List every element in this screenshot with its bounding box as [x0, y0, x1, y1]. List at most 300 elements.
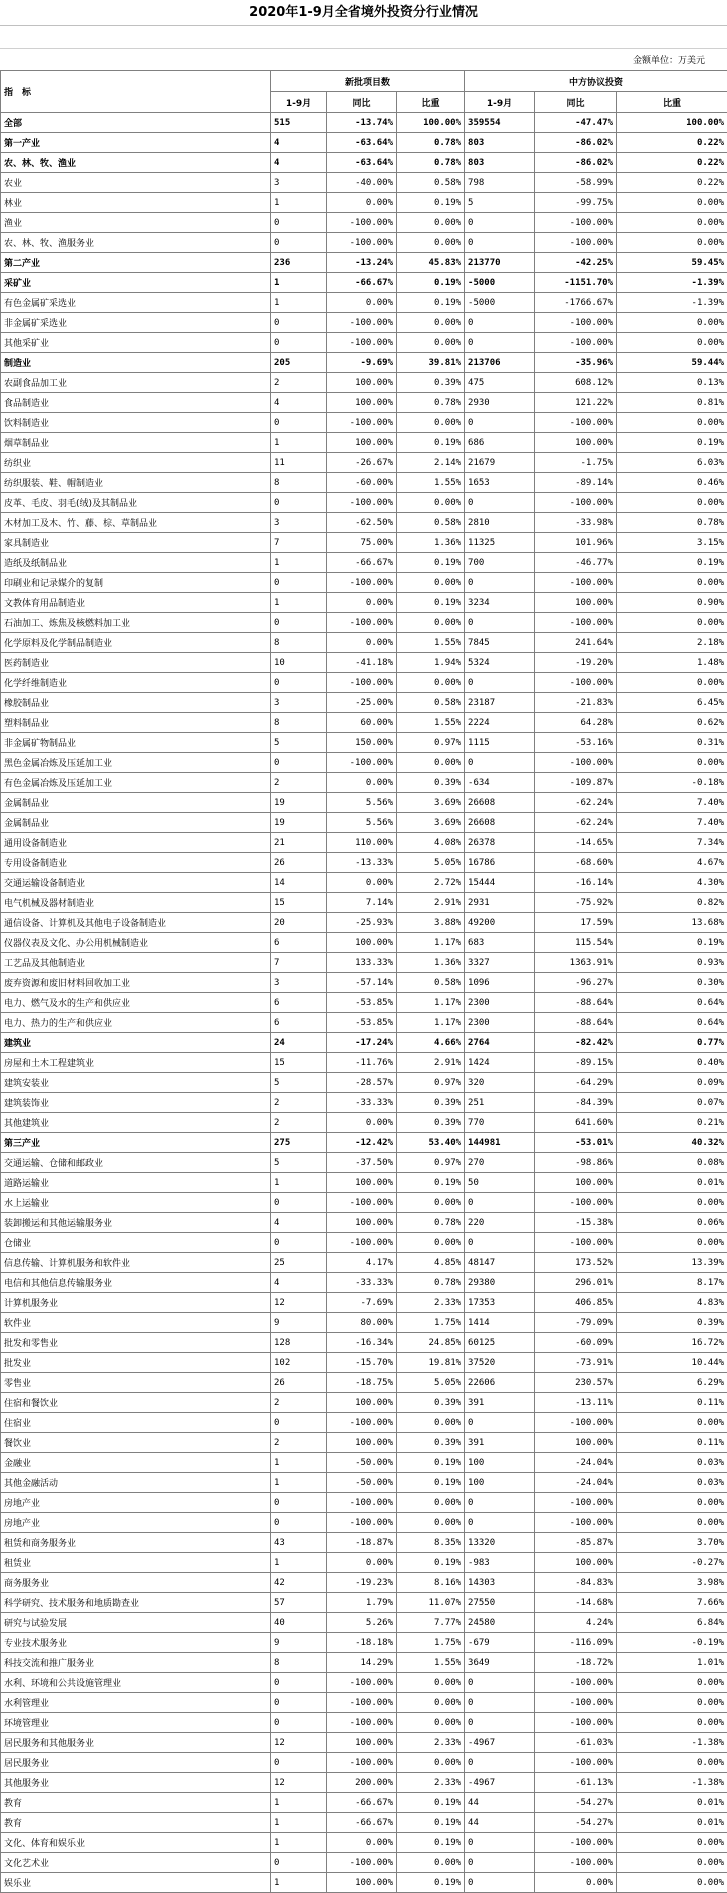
- cell-investment-yoy[interactable]: -79.09%: [535, 1313, 617, 1333]
- cell-investment-share[interactable]: 0.03%: [617, 1453, 727, 1473]
- cell-project-count[interactable]: 2: [271, 773, 327, 793]
- cell-investment-yoy[interactable]: -61.03%: [535, 1733, 617, 1753]
- cell-investment-amount[interactable]: 26608: [465, 813, 535, 833]
- cell-investment-yoy[interactable]: 115.54%: [535, 933, 617, 953]
- cell-investment-amount[interactable]: 475: [465, 373, 535, 393]
- cell-investment-yoy[interactable]: -47.47%: [535, 113, 617, 133]
- cell-investment-yoy[interactable]: 406.85%: [535, 1293, 617, 1313]
- cell-project-yoy[interactable]: -13.74%: [327, 113, 397, 133]
- cell-investment-amount[interactable]: 37520: [465, 1353, 535, 1373]
- cell-project-yoy[interactable]: -100.00%: [327, 493, 397, 513]
- cell-project-share[interactable]: 0.00%: [397, 573, 465, 593]
- cell-project-yoy[interactable]: -100.00%: [327, 1853, 397, 1873]
- cell-investment-share[interactable]: -1.38%: [617, 1773, 727, 1793]
- cell-investment-amount[interactable]: 213706: [465, 353, 535, 373]
- cell-investment-share[interactable]: 10.44%: [617, 1353, 727, 1373]
- cell-project-yoy[interactable]: 0.00%: [327, 593, 397, 613]
- cell-indicator[interactable]: 食品制造业: [1, 393, 271, 413]
- cell-investment-share[interactable]: 0.77%: [617, 1033, 727, 1053]
- cell-project-count[interactable]: 1: [271, 593, 327, 613]
- cell-project-count[interactable]: 10: [271, 653, 327, 673]
- cell-project-yoy[interactable]: -50.00%: [327, 1453, 397, 1473]
- cell-project-count[interactable]: 1: [271, 193, 327, 213]
- cell-indicator[interactable]: 木材加工及木、竹、藤、棕、草制品业: [1, 513, 271, 533]
- cell-project-share[interactable]: 0.00%: [397, 213, 465, 233]
- cell-project-share[interactable]: 2.33%: [397, 1773, 465, 1793]
- cell-project-count[interactable]: 5: [271, 733, 327, 753]
- cell-investment-amount[interactable]: -4967: [465, 1773, 535, 1793]
- cell-investment-amount[interactable]: 0: [465, 753, 535, 773]
- cell-investment-share[interactable]: 6.84%: [617, 1613, 727, 1633]
- cell-investment-yoy[interactable]: -33.98%: [535, 513, 617, 533]
- cell-investment-share[interactable]: 100.00%: [617, 113, 727, 133]
- cell-investment-amount[interactable]: 2224: [465, 713, 535, 733]
- cell-investment-yoy[interactable]: -82.42%: [535, 1033, 617, 1053]
- cell-project-yoy[interactable]: 1.79%: [327, 1593, 397, 1613]
- cell-project-count[interactable]: 8: [271, 1653, 327, 1673]
- cell-investment-share[interactable]: 0.00%: [617, 1873, 727, 1893]
- cell-project-yoy[interactable]: -25.00%: [327, 693, 397, 713]
- cell-project-yoy[interactable]: 100.00%: [327, 1213, 397, 1233]
- cell-indicator[interactable]: 有色金属冶炼及压延加工业: [1, 773, 271, 793]
- cell-investment-yoy[interactable]: -13.11%: [535, 1393, 617, 1413]
- cell-project-share[interactable]: 0.39%: [397, 773, 465, 793]
- cell-project-share[interactable]: 0.19%: [397, 433, 465, 453]
- cell-investment-yoy[interactable]: -99.75%: [535, 193, 617, 213]
- cell-investment-amount[interactable]: 0: [465, 1233, 535, 1253]
- cell-project-yoy[interactable]: -11.76%: [327, 1053, 397, 1073]
- cell-project-yoy[interactable]: 0.00%: [327, 873, 397, 893]
- cell-investment-yoy[interactable]: -100.00%: [535, 1673, 617, 1693]
- cell-project-share[interactable]: 1.55%: [397, 633, 465, 653]
- cell-indicator[interactable]: 农、林、牧、渔业: [1, 153, 271, 173]
- cell-project-count[interactable]: 26: [271, 853, 327, 873]
- cell-investment-amount[interactable]: 0: [465, 673, 535, 693]
- cell-investment-share[interactable]: 0.00%: [617, 213, 727, 233]
- cell-project-share[interactable]: 4.08%: [397, 833, 465, 853]
- cell-project-yoy[interactable]: -13.24%: [327, 253, 397, 273]
- cell-investment-share[interactable]: 0.00%: [617, 1513, 727, 1533]
- cell-indicator[interactable]: 第三产业: [1, 1133, 271, 1153]
- cell-investment-yoy[interactable]: -68.60%: [535, 853, 617, 873]
- cell-project-yoy[interactable]: 0.00%: [327, 633, 397, 653]
- cell-investment-amount[interactable]: -634: [465, 773, 535, 793]
- cell-project-yoy[interactable]: -33.33%: [327, 1273, 397, 1293]
- cell-project-count[interactable]: 128: [271, 1333, 327, 1353]
- cell-project-count[interactable]: 0: [271, 213, 327, 233]
- cell-investment-yoy[interactable]: -84.39%: [535, 1093, 617, 1113]
- cell-project-count[interactable]: 3: [271, 693, 327, 713]
- cell-project-share[interactable]: 3.88%: [397, 913, 465, 933]
- cell-investment-yoy[interactable]: 230.57%: [535, 1373, 617, 1393]
- cell-investment-amount[interactable]: -5000: [465, 273, 535, 293]
- cell-project-yoy[interactable]: -66.67%: [327, 1793, 397, 1813]
- cell-project-share[interactable]: 0.58%: [397, 173, 465, 193]
- cell-indicator[interactable]: 农业: [1, 173, 271, 193]
- cell-investment-share[interactable]: 0.19%: [617, 433, 727, 453]
- cell-indicator[interactable]: 纺织服装、鞋、帽制造业: [1, 473, 271, 493]
- cell-investment-yoy[interactable]: 100.00%: [535, 1173, 617, 1193]
- cell-indicator[interactable]: 塑料制品业: [1, 713, 271, 733]
- cell-investment-share[interactable]: 0.01%: [617, 1173, 727, 1193]
- cell-investment-amount[interactable]: 391: [465, 1433, 535, 1453]
- cell-investment-yoy[interactable]: -42.25%: [535, 253, 617, 273]
- cell-investment-share[interactable]: 0.00%: [617, 413, 727, 433]
- cell-investment-share[interactable]: 0.00%: [617, 573, 727, 593]
- cell-project-count[interactable]: 4: [271, 1213, 327, 1233]
- cell-project-count[interactable]: 6: [271, 933, 327, 953]
- cell-indicator[interactable]: 皮革、毛皮、羽毛(绒)及其制品业: [1, 493, 271, 513]
- cell-investment-yoy[interactable]: 608.12%: [535, 373, 617, 393]
- cell-investment-yoy[interactable]: -84.83%: [535, 1573, 617, 1593]
- cell-investment-share[interactable]: 0.81%: [617, 393, 727, 413]
- cell-project-yoy[interactable]: -25.93%: [327, 913, 397, 933]
- cell-project-yoy[interactable]: -100.00%: [327, 413, 397, 433]
- cell-project-share[interactable]: 0.19%: [397, 1473, 465, 1493]
- cell-investment-share[interactable]: -0.27%: [617, 1553, 727, 1573]
- cell-project-share[interactable]: 0.00%: [397, 1753, 465, 1773]
- cell-investment-yoy[interactable]: 64.28%: [535, 713, 617, 733]
- cell-investment-amount[interactable]: 2300: [465, 1013, 535, 1033]
- cell-project-count[interactable]: 2: [271, 373, 327, 393]
- cell-indicator[interactable]: 金属制品业: [1, 793, 271, 813]
- cell-project-share[interactable]: 0.00%: [397, 1673, 465, 1693]
- cell-project-count[interactable]: 12: [271, 1293, 327, 1313]
- cell-investment-share[interactable]: 4.67%: [617, 853, 727, 873]
- cell-investment-share[interactable]: 0.93%: [617, 953, 727, 973]
- cell-indicator[interactable]: 租赁和商务服务业: [1, 1533, 271, 1553]
- cell-project-share[interactable]: 7.77%: [397, 1613, 465, 1633]
- cell-investment-amount[interactable]: 0: [465, 1693, 535, 1713]
- cell-project-share[interactable]: 0.19%: [397, 1173, 465, 1193]
- cell-investment-share[interactable]: 0.13%: [617, 373, 727, 393]
- cell-indicator[interactable]: 科技交流和推广服务业: [1, 1653, 271, 1673]
- cell-investment-yoy[interactable]: -24.04%: [535, 1473, 617, 1493]
- cell-project-share[interactable]: 0.00%: [397, 333, 465, 353]
- cell-investment-amount[interactable]: 100: [465, 1453, 535, 1473]
- cell-indicator[interactable]: 仪器仪表及文化、办公用机械制造业: [1, 933, 271, 953]
- cell-investment-share[interactable]: 0.01%: [617, 1813, 727, 1833]
- cell-project-count[interactable]: 1: [271, 293, 327, 313]
- cell-project-yoy[interactable]: -62.50%: [327, 513, 397, 533]
- cell-project-count[interactable]: 1: [271, 1793, 327, 1813]
- cell-investment-amount[interactable]: 2931: [465, 893, 535, 913]
- cell-project-count[interactable]: 0: [271, 1673, 327, 1693]
- cell-investment-amount[interactable]: 144981: [465, 1133, 535, 1153]
- cell-project-count[interactable]: 7: [271, 533, 327, 553]
- cell-project-yoy[interactable]: -53.85%: [327, 1013, 397, 1033]
- cell-project-share[interactable]: 2.14%: [397, 453, 465, 473]
- cell-investment-amount[interactable]: 5: [465, 193, 535, 213]
- cell-investment-share[interactable]: 2.18%: [617, 633, 727, 653]
- cell-indicator[interactable]: 电气机械及器材制造业: [1, 893, 271, 913]
- cell-project-yoy[interactable]: -66.67%: [327, 553, 397, 573]
- cell-investment-yoy[interactable]: -1766.67%: [535, 293, 617, 313]
- cell-project-count[interactable]: 0: [271, 1693, 327, 1713]
- cell-indicator[interactable]: 饮料制造业: [1, 413, 271, 433]
- cell-project-count[interactable]: 2: [271, 1393, 327, 1413]
- cell-project-share[interactable]: 0.00%: [397, 1493, 465, 1513]
- cell-indicator[interactable]: 建筑装饰业: [1, 1093, 271, 1113]
- cell-investment-share[interactable]: 0.31%: [617, 733, 727, 753]
- cell-project-share[interactable]: 0.00%: [397, 493, 465, 513]
- cell-indicator[interactable]: 教育: [1, 1793, 271, 1813]
- cell-indicator[interactable]: 制造业: [1, 353, 271, 373]
- cell-project-yoy[interactable]: 75.00%: [327, 533, 397, 553]
- cell-project-yoy[interactable]: -100.00%: [327, 673, 397, 693]
- cell-project-share[interactable]: 0.19%: [397, 1553, 465, 1573]
- cell-indicator[interactable]: 房地产业: [1, 1513, 271, 1533]
- cell-investment-share[interactable]: 3.70%: [617, 1533, 727, 1553]
- cell-project-share[interactable]: 1.36%: [397, 533, 465, 553]
- cell-project-yoy[interactable]: 100.00%: [327, 373, 397, 393]
- cell-indicator[interactable]: 化学纤维制造业: [1, 673, 271, 693]
- cell-project-yoy[interactable]: -28.57%: [327, 1073, 397, 1093]
- cell-investment-yoy[interactable]: 101.96%: [535, 533, 617, 553]
- cell-indicator[interactable]: 水利、环境和公共设施管理业: [1, 1673, 271, 1693]
- cell-indicator[interactable]: 专业技术服务业: [1, 1633, 271, 1653]
- cell-project-share[interactable]: 8.16%: [397, 1573, 465, 1593]
- cell-project-count[interactable]: 1: [271, 1173, 327, 1193]
- cell-investment-yoy[interactable]: 17.59%: [535, 913, 617, 933]
- cell-project-share[interactable]: 0.97%: [397, 733, 465, 753]
- cell-project-count[interactable]: 102: [271, 1353, 327, 1373]
- cell-indicator[interactable]: 家具制造业: [1, 533, 271, 553]
- cell-project-count[interactable]: 0: [271, 233, 327, 253]
- cell-indicator[interactable]: 仓储业: [1, 1233, 271, 1253]
- cell-investment-share[interactable]: 0.00%: [617, 1493, 727, 1513]
- cell-investment-share[interactable]: 1.48%: [617, 653, 727, 673]
- cell-investment-amount[interactable]: 2300: [465, 993, 535, 1013]
- cell-investment-amount[interactable]: 686: [465, 433, 535, 453]
- cell-project-share[interactable]: 2.72%: [397, 873, 465, 893]
- cell-project-share[interactable]: 19.81%: [397, 1353, 465, 1373]
- cell-investment-yoy[interactable]: -73.91%: [535, 1353, 617, 1373]
- cell-project-yoy[interactable]: 150.00%: [327, 733, 397, 753]
- cell-indicator[interactable]: 渔业: [1, 213, 271, 233]
- cell-project-share[interactable]: 0.00%: [397, 1713, 465, 1733]
- cell-project-count[interactable]: 0: [271, 573, 327, 593]
- cell-investment-share[interactable]: 0.00%: [617, 1673, 727, 1693]
- cell-investment-share[interactable]: 0.00%: [617, 333, 727, 353]
- cell-project-share[interactable]: 0.19%: [397, 1813, 465, 1833]
- cell-project-share[interactable]: 0.00%: [397, 613, 465, 633]
- empty-row[interactable]: [0, 48, 727, 71]
- cell-investment-amount[interactable]: 0: [465, 1873, 535, 1893]
- cell-project-yoy[interactable]: -17.24%: [327, 1033, 397, 1053]
- cell-investment-amount[interactable]: 26608: [465, 793, 535, 813]
- cell-investment-amount[interactable]: 683: [465, 933, 535, 953]
- cell-investment-amount[interactable]: 0: [465, 1713, 535, 1733]
- cell-investment-yoy[interactable]: -53.16%: [535, 733, 617, 753]
- cell-investment-share[interactable]: 0.21%: [617, 1113, 727, 1133]
- cell-project-yoy[interactable]: -19.23%: [327, 1573, 397, 1593]
- cell-project-yoy[interactable]: -100.00%: [327, 213, 397, 233]
- cell-project-share[interactable]: 0.19%: [397, 553, 465, 573]
- cell-investment-share[interactable]: 0.00%: [617, 1693, 727, 1713]
- cell-investment-amount[interactable]: 0: [465, 1413, 535, 1433]
- cell-project-share[interactable]: 3.69%: [397, 793, 465, 813]
- cell-project-yoy[interactable]: -26.67%: [327, 453, 397, 473]
- cell-project-yoy[interactable]: -12.42%: [327, 1133, 397, 1153]
- cell-indicator[interactable]: 农副食品加工业: [1, 373, 271, 393]
- cell-project-yoy[interactable]: -40.00%: [327, 173, 397, 193]
- cell-project-share[interactable]: 1.55%: [397, 1653, 465, 1673]
- cell-project-share[interactable]: 0.19%: [397, 1453, 465, 1473]
- cell-investment-yoy[interactable]: -54.27%: [535, 1793, 617, 1813]
- cell-investment-share[interactable]: 7.40%: [617, 793, 727, 813]
- cell-indicator[interactable]: 第二产业: [1, 253, 271, 273]
- cell-project-share[interactable]: 4.85%: [397, 1253, 465, 1273]
- cell-investment-share[interactable]: 0.00%: [617, 313, 727, 333]
- cell-project-yoy[interactable]: -100.00%: [327, 1493, 397, 1513]
- cell-investment-share[interactable]: 0.11%: [617, 1433, 727, 1453]
- cell-project-yoy[interactable]: -18.18%: [327, 1633, 397, 1653]
- cell-investment-yoy[interactable]: -62.24%: [535, 793, 617, 813]
- cell-project-share[interactable]: 0.78%: [397, 153, 465, 173]
- cell-investment-share[interactable]: -1.38%: [617, 1733, 727, 1753]
- cell-investment-share[interactable]: 1.01%: [617, 1653, 727, 1673]
- cell-investment-amount[interactable]: 13320: [465, 1533, 535, 1553]
- cell-indicator[interactable]: 电力、燃气及水的生产和供应业: [1, 993, 271, 1013]
- cell-investment-amount[interactable]: 700: [465, 553, 535, 573]
- cell-indicator[interactable]: 装卸搬运和其他运输服务业: [1, 1213, 271, 1233]
- cell-investment-yoy[interactable]: -18.72%: [535, 1653, 617, 1673]
- cell-investment-share[interactable]: 0.19%: [617, 553, 727, 573]
- cell-project-count[interactable]: 2: [271, 1433, 327, 1453]
- cell-project-count[interactable]: 9: [271, 1313, 327, 1333]
- cell-investment-share[interactable]: -0.19%: [617, 1633, 727, 1653]
- cell-project-count[interactable]: 1: [271, 1833, 327, 1853]
- cell-investment-share[interactable]: 6.45%: [617, 693, 727, 713]
- cell-project-yoy[interactable]: -63.64%: [327, 153, 397, 173]
- cell-project-share[interactable]: 1.75%: [397, 1633, 465, 1653]
- cell-project-yoy[interactable]: -18.75%: [327, 1373, 397, 1393]
- cell-project-yoy[interactable]: 0.00%: [327, 193, 397, 213]
- cell-project-yoy[interactable]: 0.00%: [327, 1113, 397, 1133]
- cell-project-count[interactable]: 9: [271, 1633, 327, 1653]
- cell-indicator[interactable]: 废弃资源和废旧材料回收加工业: [1, 973, 271, 993]
- cell-investment-amount[interactable]: 44: [465, 1793, 535, 1813]
- cell-project-count[interactable]: 3: [271, 513, 327, 533]
- cell-project-yoy[interactable]: -60.00%: [327, 473, 397, 493]
- cell-project-count[interactable]: 0: [271, 413, 327, 433]
- cell-indicator[interactable]: 信息传输、计算机服务和软件业: [1, 1253, 271, 1273]
- cell-project-count[interactable]: 0: [271, 613, 327, 633]
- cell-project-share[interactable]: 0.39%: [397, 373, 465, 393]
- cell-indicator[interactable]: 交通运输、仓储和邮政业: [1, 1153, 271, 1173]
- cell-investment-amount[interactable]: 11325: [465, 533, 535, 553]
- cell-project-share[interactable]: 4.66%: [397, 1033, 465, 1053]
- cell-investment-share[interactable]: 13.68%: [617, 913, 727, 933]
- cell-investment-yoy[interactable]: -88.64%: [535, 993, 617, 1013]
- cell-investment-amount[interactable]: 15444: [465, 873, 535, 893]
- cell-investment-share[interactable]: 0.01%: [617, 1793, 727, 1813]
- cell-investment-amount[interactable]: 1414: [465, 1313, 535, 1333]
- cell-investment-yoy[interactable]: -100.00%: [535, 1193, 617, 1213]
- cell-project-count[interactable]: 5: [271, 1073, 327, 1093]
- cell-indicator[interactable]: 房屋和土木工程建筑业: [1, 1053, 271, 1073]
- cell-project-yoy[interactable]: 100.00%: [327, 1393, 397, 1413]
- cell-investment-amount[interactable]: 0: [465, 1833, 535, 1853]
- cell-project-count[interactable]: 25: [271, 1253, 327, 1273]
- cell-project-count[interactable]: 3: [271, 173, 327, 193]
- cell-investment-share[interactable]: -0.18%: [617, 773, 727, 793]
- cell-indicator[interactable]: 其他金融活动: [1, 1473, 271, 1493]
- cell-project-count[interactable]: 275: [271, 1133, 327, 1153]
- cell-investment-share[interactable]: 0.00%: [617, 1713, 727, 1733]
- cell-indicator[interactable]: 科学研究、技术服务和地质勘查业: [1, 1593, 271, 1613]
- cell-project-count[interactable]: 0: [271, 1233, 327, 1253]
- cell-investment-yoy[interactable]: -86.02%: [535, 153, 617, 173]
- cell-investment-amount[interactable]: 7845: [465, 633, 535, 653]
- cell-investment-yoy[interactable]: -100.00%: [535, 313, 617, 333]
- cell-project-count[interactable]: 24: [271, 1033, 327, 1053]
- cell-investment-yoy[interactable]: -100.00%: [535, 493, 617, 513]
- cell-investment-share[interactable]: 0.00%: [617, 1753, 727, 1773]
- cell-project-yoy[interactable]: 60.00%: [327, 713, 397, 733]
- cell-project-count[interactable]: 12: [271, 1733, 327, 1753]
- cell-project-count[interactable]: 0: [271, 1513, 327, 1533]
- cell-project-share[interactable]: 0.19%: [397, 273, 465, 293]
- cell-project-share[interactable]: 0.78%: [397, 1213, 465, 1233]
- cell-investment-yoy[interactable]: -96.27%: [535, 973, 617, 993]
- cell-project-count[interactable]: 57: [271, 1593, 327, 1613]
- cell-project-count[interactable]: 236: [271, 253, 327, 273]
- cell-indicator[interactable]: 其他建筑业: [1, 1113, 271, 1133]
- cell-project-share[interactable]: 0.19%: [397, 1873, 465, 1893]
- cell-project-yoy[interactable]: -100.00%: [327, 573, 397, 593]
- cell-project-yoy[interactable]: -50.00%: [327, 1473, 397, 1493]
- cell-project-yoy[interactable]: 0.00%: [327, 773, 397, 793]
- cell-project-share[interactable]: 53.40%: [397, 1133, 465, 1153]
- cell-investment-amount[interactable]: 23187: [465, 693, 535, 713]
- cell-project-yoy[interactable]: -66.67%: [327, 1813, 397, 1833]
- cell-project-yoy[interactable]: 5.56%: [327, 793, 397, 813]
- cell-investment-share[interactable]: 8.17%: [617, 1273, 727, 1293]
- cell-investment-share[interactable]: 0.00%: [617, 233, 727, 253]
- cell-project-share[interactable]: 0.19%: [397, 193, 465, 213]
- cell-project-yoy[interactable]: -7.69%: [327, 1293, 397, 1313]
- cell-project-count[interactable]: 1: [271, 1473, 327, 1493]
- cell-project-count[interactable]: 1: [271, 553, 327, 573]
- cell-project-yoy[interactable]: -100.00%: [327, 1233, 397, 1253]
- cell-investment-yoy[interactable]: -88.64%: [535, 1013, 617, 1033]
- cell-investment-yoy[interactable]: -15.38%: [535, 1213, 617, 1233]
- cell-project-yoy[interactable]: 133.33%: [327, 953, 397, 973]
- cell-project-share[interactable]: 2.33%: [397, 1293, 465, 1313]
- cell-indicator[interactable]: 商务服务业: [1, 1573, 271, 1593]
- cell-investment-yoy[interactable]: -19.20%: [535, 653, 617, 673]
- cell-project-share[interactable]: 1.55%: [397, 713, 465, 733]
- cell-investment-amount[interactable]: 3234: [465, 593, 535, 613]
- cell-investment-amount[interactable]: 270: [465, 1153, 535, 1173]
- cell-project-share[interactable]: 3.69%: [397, 813, 465, 833]
- cell-investment-amount[interactable]: 14303: [465, 1573, 535, 1593]
- cell-project-count[interactable]: 1: [271, 1553, 327, 1573]
- cell-investment-amount[interactable]: 0: [465, 1193, 535, 1213]
- cell-indicator[interactable]: 医药制造业: [1, 653, 271, 673]
- cell-investment-yoy[interactable]: -14.68%: [535, 1593, 617, 1613]
- cell-investment-share[interactable]: -1.39%: [617, 293, 727, 313]
- cell-project-count[interactable]: 3: [271, 973, 327, 993]
- cell-project-count[interactable]: 4: [271, 133, 327, 153]
- cell-investment-amount[interactable]: 21679: [465, 453, 535, 473]
- cell-indicator[interactable]: 有色金属矿采选业: [1, 293, 271, 313]
- cell-investment-amount[interactable]: 2930: [465, 393, 535, 413]
- cell-project-count[interactable]: 40: [271, 1613, 327, 1633]
- cell-investment-amount[interactable]: 2764: [465, 1033, 535, 1053]
